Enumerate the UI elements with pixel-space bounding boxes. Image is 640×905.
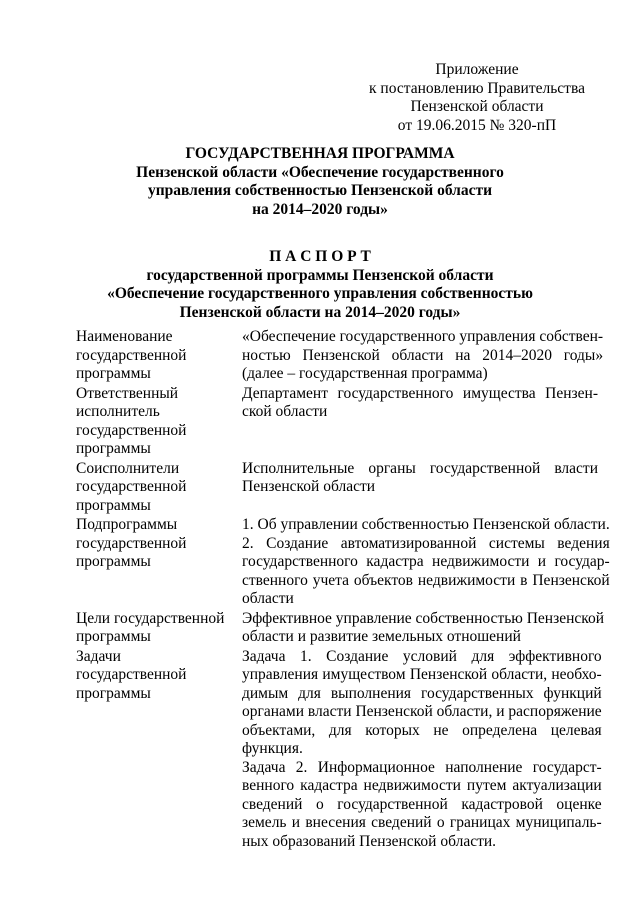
table-row [76,609,605,647]
passport-heading: П А С П О Р Т [269,248,371,265]
value-line: области и развитие земельных отношений [242,628,521,645]
label-line: Наименование [76,328,173,345]
label-line: государственной [76,534,187,552]
value-line: Департамент государственного имущества Пензен- [242,384,598,402]
row-label [76,610,242,647]
passport-title [60,248,580,322]
value-line: ных образований Пензенской области. [242,832,497,850]
passport-subtitle-line: «Обеспечение государственного управления собственностью [107,285,533,302]
label-line: Задачи [76,647,121,665]
value-line: Задача 1. Создание условий для эффективного [242,647,602,665]
value-line: сведений о государственной кадастровой оценке [242,795,602,813]
value-line: функция. [242,740,303,757]
value-line: 2. Создание автоматизированной системы ведения [242,534,610,552]
passport-subtitle-line: Пензенской области на 2014–2020 годы» [179,303,461,321]
label-line: Соисполнители [76,459,180,477]
row-label [76,385,242,459]
appendix-line: от 19.06.2015 № 320-пП [397,116,557,134]
label-line: государственной [76,478,187,495]
value-line: Эффективное управление собственностью Пензенской [242,609,605,627]
value-line: «Обеспечение государственного управления собствен- [242,328,604,345]
row-label [76,516,242,609]
value-line: ской области [242,403,328,420]
value-line: (далее – государственная программа) [242,365,488,382]
row-value [242,648,602,852]
table-row [76,385,598,459]
row-label [76,648,242,852]
row-value [242,385,598,459]
value-line: объектами, для которых не определена целевая [242,721,602,739]
value-line: венного кадастра недвижимости путем актуализации [242,777,602,794]
row-value [242,460,598,516]
value-line: димым для выполнения государственных функций [242,684,602,702]
appendix-line: Пензенской области [410,98,544,115]
label-line: программы [76,365,151,382]
value-line: ственного учета объектов недвижимости в Пензенской [242,571,610,589]
table-row [76,647,602,852]
program-title-line: Пензенской области «Обеспечение государственного [136,163,504,181]
label-line: программы [76,496,151,514]
value-line: области [242,590,294,607]
value-line: ностью Пензенской области на 2014–2020 годы» [242,346,604,364]
table-row [76,328,604,384]
row-value [242,610,604,647]
label-line: программы [76,440,151,457]
row-value [242,328,603,384]
program-title-line: на 2014–2020 годы» [252,200,388,218]
table-row [76,516,610,609]
row-label [76,460,242,516]
table-row [76,460,598,516]
value-line: Исполнительные органы государственной власти [242,459,598,477]
passport-subtitle-line: государственной программы Пензенской области [146,266,494,284]
row-value [242,516,610,609]
label-line: Цели государственной [76,609,225,627]
label-line: программы [76,553,151,570]
label-line: государственной [76,421,187,439]
program-title [60,145,580,219]
value-line: органами власти Пензенской области, и распоряжение [242,703,602,720]
value-line: 1. Об управлении собственностью Пензенской области. [242,516,610,533]
label-line: Ответственный [76,384,179,402]
appendix-block [336,61,618,135]
label-line: программы [76,684,151,702]
row-label [76,328,242,384]
value-line: земель и внесения сведений о границах муниципаль- [242,814,602,831]
label-line: государственной [76,346,187,364]
label-line: Подпрограммы [76,516,178,533]
appendix-line: к постановлению Правительства [369,79,585,97]
program-title-line: ГОСУДАРСТВЕННАЯ ПРОГРАММА [185,145,455,162]
program-title-line: управления собственностью Пензенской области [147,182,493,199]
label-line: программы [76,628,151,645]
appendix-line: Приложение [435,61,519,78]
label-line: исполнитель [76,403,160,420]
passport-table [76,328,610,852]
value-line: Задача 2. Информационное наполнение государст- [242,758,602,776]
label-line: государственной [76,666,187,683]
value-line: государственного кадастра недвижимости и государ- [242,553,610,570]
value-line: управления имуществом Пензенской области, необхо- [242,666,602,683]
value-line: Пензенской области [242,478,376,495]
